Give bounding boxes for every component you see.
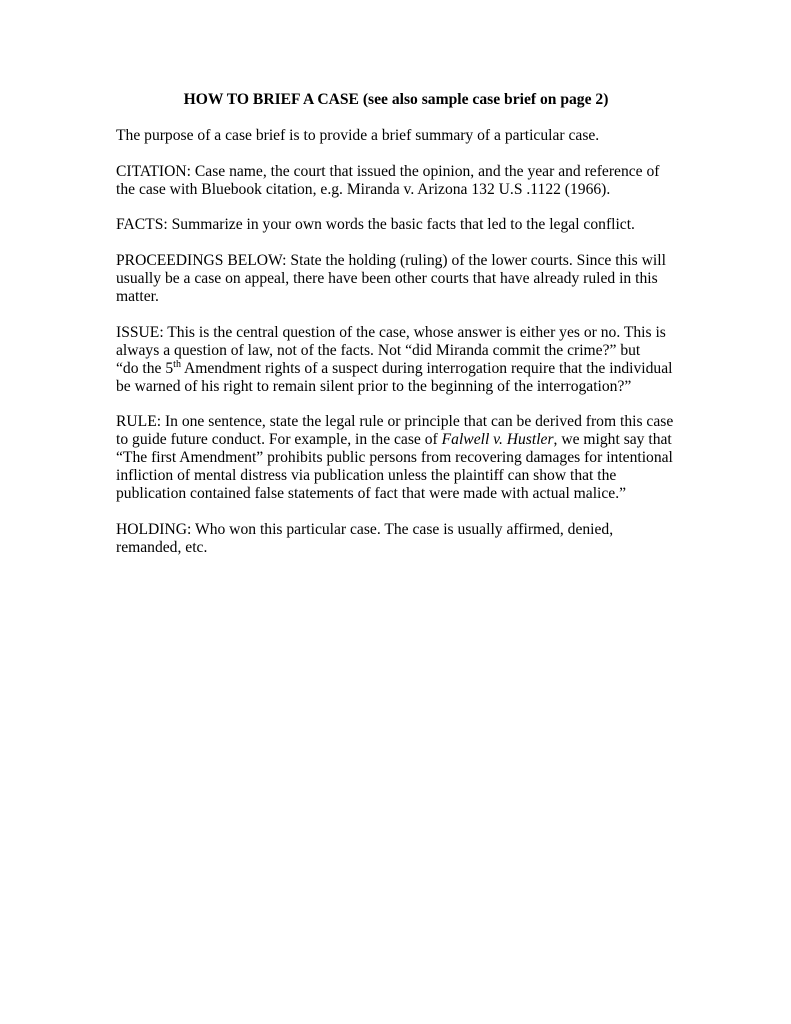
citation-line-1: CITATION: Case name, the court that issued the opinion, and the year and reference of bbox=[116, 162, 660, 180]
rule-line-5: publication contained false statements of fact that were made with actual malice.” bbox=[116, 484, 627, 502]
issue-line-2: always a question of law, not of the facts. Not “did Miranda commit the crime?” but bbox=[116, 341, 641, 359]
facts-paragraph bbox=[116, 216, 676, 234]
proceedings-line-2: usually be a case on appeal, there have been other courts that have already ruled in this bbox=[116, 270, 658, 288]
case-name-italic: Falwell v. Hustler bbox=[441, 431, 554, 449]
issue-line-1: ISSUE: This is the central question of the case, whose answer is either yes or no. This is bbox=[116, 323, 666, 341]
citation-paragraph bbox=[116, 163, 676, 199]
rule-line-2-start: to guide future conduct. For example, in the case of bbox=[116, 431, 442, 449]
ordinal-superscript: th bbox=[173, 358, 181, 370]
proceedings-paragraph bbox=[116, 252, 676, 306]
holding-paragraph bbox=[116, 521, 676, 557]
rule-line-2 bbox=[116, 431, 676, 449]
holding-line-2: remanded, etc. bbox=[116, 538, 208, 556]
issue-line-3-end: Amendment rights of a suspect during interrogation require that the individual bbox=[180, 359, 673, 377]
rule-paragraph bbox=[116, 413, 676, 503]
issue-line-4: be warned of his right to remain silent prior to the beginning of the interrogation?” bbox=[116, 377, 632, 395]
rule-line-2-end: , we might say that bbox=[553, 431, 672, 449]
issue-line-3 bbox=[116, 360, 676, 378]
holding-line-1: HOLDING: Who won this particular case. The case is usually affirmed, denied, bbox=[116, 520, 614, 538]
issue-line-3-start: “do the 5 bbox=[116, 359, 174, 377]
rule-line-4: infliction of mental distress via publication unless the plaintiff can show that the bbox=[116, 467, 617, 485]
proceedings-line-1: PROCEEDINGS BELOW: State the holding (ruling) of the lower courts. Since this will bbox=[116, 252, 666, 270]
intro-paragraph bbox=[116, 127, 676, 145]
rule-line-3: “The first Amendment” prohibits public persons from recovering damages for intentional bbox=[116, 449, 673, 467]
page-title: HOW TO BRIEF A CASE (see also sample case brief on page 2) bbox=[183, 91, 609, 108]
issue-paragraph bbox=[116, 324, 676, 396]
rule-line-1: RULE: In one sentence, state the legal rule or principle that can be derived from this case bbox=[116, 413, 674, 431]
intro-line: The purpose of a case brief is to provide a brief summary of a particular case. bbox=[116, 126, 600, 144]
proceedings-line-3: matter. bbox=[116, 288, 159, 306]
facts-line: FACTS: Summarize in your own words the basic facts that led to the legal conflict. bbox=[116, 216, 635, 234]
citation-line-2: the case with Bluebook citation, e.g. Miranda v. Arizona 132 U.S .1122 (1966). bbox=[116, 180, 611, 198]
document-body bbox=[116, 91, 676, 574]
